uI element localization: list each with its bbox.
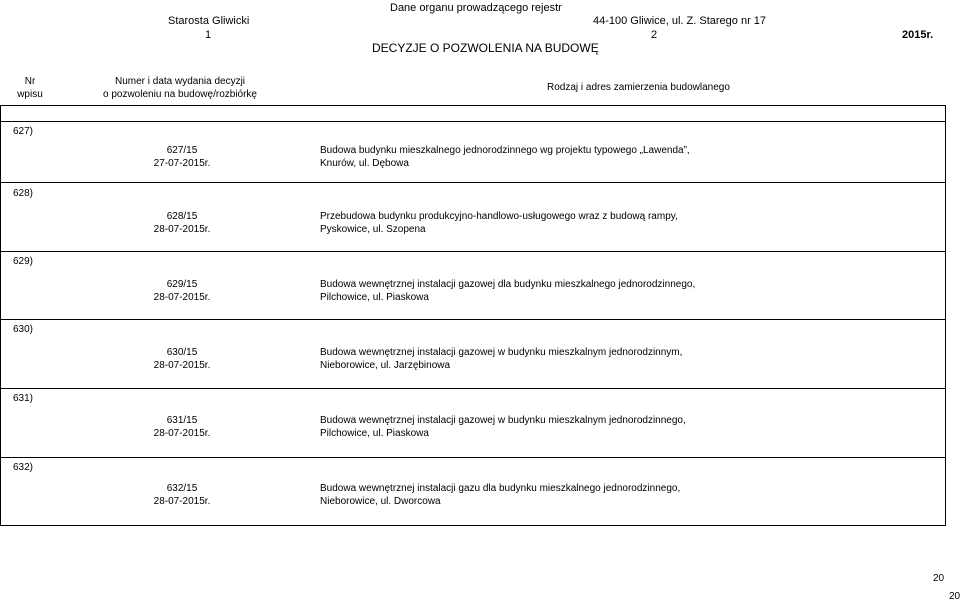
- row-decision-number: 630/15: [166, 347, 198, 358]
- authority-name: Starosta Gliwicki: [168, 15, 250, 27]
- row-decision-number: 632/15: [166, 483, 198, 494]
- table-bottom-border: [0, 525, 946, 526]
- row-description: [320, 278, 695, 304]
- authority-address: 44-100 Gliwice, ul. Z. Starego nr 17: [593, 15, 767, 27]
- register-title: DECYZJE O POZWOLENIA NA BUDOWĘ: [372, 41, 599, 55]
- row-description-line2: Pyskowice, ul. Szopena: [320, 224, 426, 235]
- row-description-line1: Budowa wewnętrznej instalacji gazowej w budynku mieszkalnym jednorodzinnym,: [320, 347, 683, 358]
- row-decision: [140, 278, 224, 304]
- column-header-decision: [100, 75, 260, 101]
- row-description: [320, 482, 680, 508]
- row-decision-date: 28-07-2015r.: [153, 428, 211, 439]
- column-header-nr-line2: wpisu: [17, 89, 43, 100]
- row-nr: 627): [13, 126, 34, 137]
- row-decision-number: 627/15: [166, 145, 198, 156]
- column-header-decision-line2: o pozwoleniu na budowę/rozbiórkę: [103, 89, 257, 100]
- row-decision-number: 629/15: [166, 279, 198, 290]
- row-decision-date: 27-07-2015r.: [153, 158, 211, 169]
- row-description-line1: Budowa wewnętrznej instalacji gazowej dla budynku mieszkalnego jednorodzinnego,: [320, 279, 696, 290]
- row-divider: [0, 121, 946, 122]
- table-right-border: [945, 105, 946, 525]
- page-number-corner: 20: [949, 591, 960, 602]
- row-decision-date: 28-07-2015r.: [153, 292, 211, 303]
- page-number: 20: [933, 573, 945, 584]
- row-divider: [0, 319, 946, 320]
- row-description-line1: Budowa budynku mieszkalnego jednorodzinnego wg projektu typowego „Lawenda”,: [320, 145, 690, 156]
- row-description-line1: Budowa wewnętrznej instalacji gazu dla budynku mieszkalnego jednorodzinnego,: [320, 483, 681, 494]
- row-description: [320, 144, 690, 170]
- table-top-border: [0, 105, 946, 106]
- row-description-line2: Knurów, ul. Dębowa: [320, 158, 409, 169]
- column-index-2: 2: [651, 29, 658, 41]
- row-description-line2: Pilchowice, ul. Piaskowa: [320, 292, 429, 303]
- row-description-line1: Budowa wewnętrznej instalacji gazowej w budynku mieszkalnym jednorodzinnego,: [320, 415, 686, 426]
- row-decision: [140, 210, 224, 236]
- column-index-1: 1: [205, 29, 212, 41]
- row-description-line2: Nieborowice, ul. Dworcowa: [320, 496, 441, 507]
- register-year: 2015r.: [902, 29, 934, 41]
- row-divider: [0, 457, 946, 458]
- column-header-nr-line1: Nr: [24, 76, 36, 87]
- row-description-line2: Nieborowice, ul. Jarzębinowa: [320, 360, 451, 371]
- column-header-kind: Rodzaj i adres zamierzenia budowlanego: [547, 82, 730, 93]
- row-description: [320, 346, 682, 372]
- row-decision: [140, 414, 224, 440]
- row-divider: [0, 182, 946, 183]
- row-description-line1: Przebudowa budynku produkcyjno-handlowo-usługowego wraz z budową rampy,: [320, 211, 678, 222]
- row-nr: 630): [13, 324, 34, 335]
- table-left-border: [0, 105, 1, 525]
- row-description: [320, 210, 678, 236]
- row-decision: [140, 144, 224, 170]
- column-header-nr: [10, 75, 50, 101]
- column-header-decision-line1: Numer i data wydania decyzji: [114, 76, 246, 87]
- row-decision-number: 631/15: [166, 415, 198, 426]
- row-description: [320, 414, 686, 440]
- row-description-line2: Pilchowice, ul. Piaskowa: [320, 428, 429, 439]
- row-nr: 629): [13, 256, 34, 267]
- row-decision-date: 28-07-2015r.: [153, 224, 211, 235]
- row-decision: [140, 482, 224, 508]
- row-nr: 628): [13, 188, 34, 199]
- row-decision-number: 628/15: [166, 211, 198, 222]
- row-nr: 631): [13, 393, 34, 404]
- organ-title: Dane organu prowadzącego rejestr: [390, 2, 562, 14]
- row-divider: [0, 251, 946, 252]
- row-decision: [140, 346, 224, 372]
- row-divider: [0, 388, 946, 389]
- row-decision-date: 28-07-2015r.: [153, 360, 211, 371]
- row-nr: 632): [13, 462, 34, 473]
- row-decision-date: 28-07-2015r.: [153, 496, 211, 507]
